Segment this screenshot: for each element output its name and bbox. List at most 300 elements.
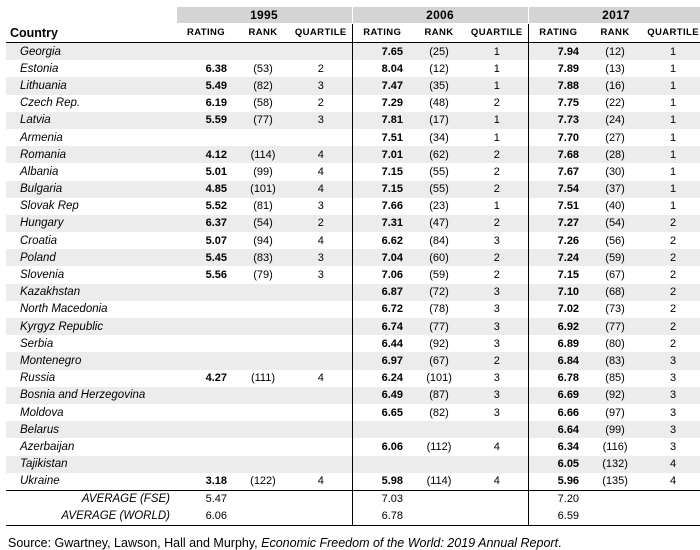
cell-quartile-2017: 1 <box>642 163 700 180</box>
cell-quartile-2006: 1 <box>466 60 528 77</box>
table-row <box>6 60 700 77</box>
cell-quartile-2017: 1 <box>642 146 700 163</box>
table-row <box>6 95 700 112</box>
cell-rating-2017: 6.64 <box>528 421 588 438</box>
cell-country: Slovak Rep <box>6 198 176 215</box>
cell-quartile-2017: 2 <box>642 284 700 301</box>
cell-country: Bulgaria <box>6 181 176 198</box>
cell-rank-2017: (24) <box>588 112 642 129</box>
cell-rating-2006: 6.62 <box>352 232 412 249</box>
column-header-rank-2006: RANK <box>424 26 454 38</box>
source-title: Economic Freedom of the World: 2019 Annual Report <box>261 535 559 550</box>
cell-quartile-2017: 1 <box>642 77 700 94</box>
table-row <box>6 421 700 438</box>
cell-quartile-2006: 2 <box>466 146 528 163</box>
cell-rating-2017: 7.75 <box>528 95 588 112</box>
cell-rank-1995: (83) <box>236 249 290 266</box>
cell-rating-2006: 6.49 <box>352 387 412 404</box>
cell-rank-2017: (16) <box>588 77 642 94</box>
cell-rating-2017: 7.54 <box>528 181 588 198</box>
cell-rating-2006: 6.87 <box>352 284 412 301</box>
average-quartile-spacer <box>642 508 700 526</box>
cell-rank-1995: (122) <box>236 473 290 491</box>
cell-rank-2017: (68) <box>588 284 642 301</box>
table-row <box>6 404 700 421</box>
cell-quartile-1995 <box>290 421 352 438</box>
cell-rating-2017: 6.34 <box>528 438 588 455</box>
cell-country: Moldova <box>6 404 176 421</box>
table-row <box>6 77 700 94</box>
table-row <box>6 181 700 198</box>
cell-rank-2006: (114) <box>412 473 466 491</box>
table-row <box>6 335 700 352</box>
cell-rating-2017: 7.26 <box>528 232 588 249</box>
year-header-2006: 2006 <box>352 7 528 24</box>
cell-quartile-1995: 3 <box>290 249 352 266</box>
cell-rating-1995: 5.01 <box>176 163 236 180</box>
cell-rating-2006 <box>352 421 412 438</box>
cell-rating-2006: 7.65 <box>352 43 412 61</box>
year-header-row <box>6 7 700 24</box>
cell-rating-1995 <box>176 335 236 352</box>
column-header-quartile-2017: QUARTILE <box>647 26 699 38</box>
cell-country: Ukraine <box>6 473 176 491</box>
cell-quartile-1995 <box>290 404 352 421</box>
cell-rank-2006: (78) <box>412 301 466 318</box>
cell-quartile-1995 <box>290 456 352 473</box>
cell-rank-2006: (59) <box>412 266 466 283</box>
average-quartile-spacer <box>290 508 352 526</box>
cell-rating-2017: 7.94 <box>528 43 588 61</box>
cell-quartile-1995: 4 <box>290 370 352 387</box>
cell-country: Croatia <box>6 232 176 249</box>
cell-rank-2017: (77) <box>588 318 642 335</box>
cell-quartile-2006: 4 <box>466 438 528 455</box>
cell-rank-1995: (82) <box>236 77 290 94</box>
cell-rank-1995: (81) <box>236 198 290 215</box>
cell-quartile-2017: 3 <box>642 421 700 438</box>
cell-rank-2017: (28) <box>588 146 642 163</box>
cell-rating-2017: 5.96 <box>528 473 588 491</box>
economic-freedom-table <box>6 6 700 526</box>
cell-rank-2017: (73) <box>588 301 642 318</box>
cell-rating-2006: 6.44 <box>352 335 412 352</box>
cell-quartile-2017: 3 <box>642 352 700 369</box>
cell-rank-2006: (67) <box>412 352 466 369</box>
cell-quartile-2006: 3 <box>466 301 528 318</box>
cell-rank-2017: (83) <box>588 352 642 369</box>
cell-quartile-2006: 2 <box>466 163 528 180</box>
cell-rank-2017: (67) <box>588 266 642 283</box>
cell-rank-2006: (72) <box>412 284 466 301</box>
cell-quartile-2006 <box>466 421 528 438</box>
cell-rank-2017: (116) <box>588 438 642 455</box>
cell-rating-2006: 7.04 <box>352 249 412 266</box>
cell-rating-1995 <box>176 438 236 455</box>
cell-rating-2006: 6.06 <box>352 438 412 455</box>
cell-quartile-1995: 4 <box>290 232 352 249</box>
cell-rating-2006: 7.51 <box>352 129 412 146</box>
cell-country: Albania <box>6 163 176 180</box>
cell-rank-1995: (94) <box>236 232 290 249</box>
cell-rating-1995 <box>176 404 236 421</box>
cell-rating-2006: 7.06 <box>352 266 412 283</box>
table-row <box>6 456 700 473</box>
cell-rank-1995 <box>236 335 290 352</box>
cell-quartile-1995: 3 <box>290 77 352 94</box>
cell-rank-1995: (111) <box>236 370 290 387</box>
column-header-quartile-1995: QUARTILE <box>294 26 347 38</box>
table-row <box>6 146 700 163</box>
cell-country: Georgia <box>6 43 176 61</box>
cell-rank-2017: (80) <box>588 335 642 352</box>
cell-rank-2017: (59) <box>588 249 642 266</box>
table-row <box>6 232 700 249</box>
cell-rating-2006: 6.24 <box>352 370 412 387</box>
cell-rating-2017: 6.69 <box>528 387 588 404</box>
average-rank-spacer <box>588 490 642 508</box>
cell-quartile-1995: 3 <box>290 266 352 283</box>
table-row <box>6 284 700 301</box>
cell-quartile-1995 <box>290 301 352 318</box>
cell-rank-1995 <box>236 438 290 455</box>
cell-quartile-2006: 2 <box>466 181 528 198</box>
table-row <box>6 215 700 232</box>
cell-quartile-1995: 4 <box>290 146 352 163</box>
cell-quartile-2006: 2 <box>466 266 528 283</box>
cell-rating-2017: 6.05 <box>528 456 588 473</box>
column-header-rank-2017: RANK <box>600 26 630 38</box>
cell-country: Hungary <box>6 215 176 232</box>
cell-rank-2006: (47) <box>412 215 466 232</box>
cell-rank-2017: (85) <box>588 370 642 387</box>
cell-quartile-2006: 3 <box>466 318 528 335</box>
cell-country: Serbia <box>6 335 176 352</box>
cell-rank-2017: (22) <box>588 95 642 112</box>
average-rank-spacer <box>588 508 642 526</box>
cell-rank-2017: (27) <box>588 129 642 146</box>
table-body <box>6 43 700 491</box>
cell-rank-2017: (56) <box>588 232 642 249</box>
cell-quartile-1995 <box>290 43 352 61</box>
cell-rating-2006: 7.81 <box>352 112 412 129</box>
average-value-2017: 6.59 <box>528 508 588 526</box>
source-suffix: . <box>558 535 562 550</box>
cell-country: Russia <box>6 370 176 387</box>
cell-rating-1995: 6.38 <box>176 60 236 77</box>
cell-quartile-2017: 4 <box>642 473 700 491</box>
table-row <box>6 43 700 61</box>
cell-quartile-2017: 1 <box>642 129 700 146</box>
cell-rank-2006: (101) <box>412 370 466 387</box>
cell-quartile-2017: 1 <box>642 198 700 215</box>
cell-quartile-1995 <box>290 438 352 455</box>
cell-rank-2006: (12) <box>412 60 466 77</box>
average-label: AVERAGE (WORLD) <box>6 508 176 526</box>
cell-quartile-2017: 2 <box>642 249 700 266</box>
cell-quartile-2017: 1 <box>642 181 700 198</box>
average-quartile-spacer <box>290 490 352 508</box>
cell-rating-1995: 5.49 <box>176 77 236 94</box>
cell-quartile-2017: 1 <box>642 43 700 61</box>
cell-quartile-2017: 2 <box>642 335 700 352</box>
cell-rank-1995: (77) <box>236 112 290 129</box>
cell-quartile-2017: 3 <box>642 387 700 404</box>
cell-rating-2006: 6.65 <box>352 404 412 421</box>
average-quartile-spacer <box>642 490 700 508</box>
cell-quartile-1995: 4 <box>290 181 352 198</box>
average-value-1995: 6.06 <box>176 508 236 526</box>
cell-quartile-1995 <box>290 129 352 146</box>
cell-rating-2006: 7.31 <box>352 215 412 232</box>
cell-country: Azerbaijan <box>6 438 176 455</box>
cell-rank-1995 <box>236 301 290 318</box>
cell-rating-2017: 7.68 <box>528 146 588 163</box>
cell-country: Armenia <box>6 129 176 146</box>
cell-rank-1995 <box>236 318 290 335</box>
cell-rating-2006: 7.15 <box>352 181 412 198</box>
cell-rank-2017: (13) <box>588 60 642 77</box>
cell-rating-2017: 7.15 <box>528 266 588 283</box>
cell-rating-2017: 7.89 <box>528 60 588 77</box>
cell-quartile-2017: 3 <box>642 438 700 455</box>
cell-rating-2017: 7.02 <box>528 301 588 318</box>
column-header-quartile-2006: QUARTILE <box>470 26 523 38</box>
cell-rank-1995: (79) <box>236 266 290 283</box>
cell-rating-1995: 5.07 <box>176 232 236 249</box>
cell-quartile-1995: 2 <box>290 60 352 77</box>
cell-rating-2006 <box>352 456 412 473</box>
cell-country: Romania <box>6 146 176 163</box>
cell-rating-2006: 7.15 <box>352 163 412 180</box>
cell-rank-2006: (62) <box>412 146 466 163</box>
cell-rating-1995: 5.45 <box>176 249 236 266</box>
cell-quartile-2006: 3 <box>466 404 528 421</box>
cell-rank-2017: (97) <box>588 404 642 421</box>
cell-rating-2017: 7.73 <box>528 112 588 129</box>
cell-rank-2006: (112) <box>412 438 466 455</box>
cell-country: Bosnia and Herzegovina <box>6 387 176 404</box>
cell-rating-2017: 6.89 <box>528 335 588 352</box>
source-prefix: Source: Gwartney, Lawson, Hall and Murphy, <box>8 535 262 550</box>
cell-quartile-2006: 2 <box>466 215 528 232</box>
cell-rank-2006: (60) <box>412 249 466 266</box>
column-header-rating-1995: RATING <box>186 26 226 38</box>
cell-rating-1995: 6.37 <box>176 215 236 232</box>
cell-rank-2017: (12) <box>588 43 642 61</box>
cell-quartile-2017: 1 <box>642 60 700 77</box>
table-row <box>6 129 700 146</box>
cell-quartile-1995 <box>290 284 352 301</box>
cell-country: Slovenia <box>6 266 176 283</box>
cell-quartile-1995 <box>290 352 352 369</box>
table-row <box>6 438 700 455</box>
cell-rating-2017: 6.92 <box>528 318 588 335</box>
cell-rating-2006: 7.47 <box>352 77 412 94</box>
cell-rating-2017: 6.66 <box>528 404 588 421</box>
cell-rating-2017: 7.67 <box>528 163 588 180</box>
cell-rating-2006: 8.04 <box>352 60 412 77</box>
cell-rating-1995: 4.27 <box>176 370 236 387</box>
cell-quartile-2017: 1 <box>642 112 700 129</box>
cell-rating-1995 <box>176 318 236 335</box>
cell-rank-2017: (132) <box>588 456 642 473</box>
cell-rank-2017: (54) <box>588 215 642 232</box>
cell-rank-2017: (40) <box>588 198 642 215</box>
cell-rating-2017: 6.78 <box>528 370 588 387</box>
cell-rating-1995 <box>176 301 236 318</box>
average-rank-spacer <box>412 490 466 508</box>
cell-rank-2006: (17) <box>412 112 466 129</box>
cell-quartile-2017: 2 <box>642 266 700 283</box>
cell-rank-2006: (35) <box>412 77 466 94</box>
cell-rating-2017: 6.84 <box>528 352 588 369</box>
cell-quartile-1995 <box>290 318 352 335</box>
cell-rating-2017: 7.24 <box>528 249 588 266</box>
cell-quartile-2006: 3 <box>466 232 528 249</box>
cell-rating-2017: 7.10 <box>528 284 588 301</box>
cell-country: Estonia <box>6 60 176 77</box>
column-header-rank-1995: RANK <box>248 26 278 38</box>
table-row <box>6 198 700 215</box>
cell-rank-2006: (48) <box>412 95 466 112</box>
cell-quartile-2017: 3 <box>642 370 700 387</box>
source-note <box>6 536 694 550</box>
cell-rating-2006: 7.66 <box>352 198 412 215</box>
cell-country: Belarus <box>6 421 176 438</box>
table-row <box>6 163 700 180</box>
cell-quartile-2006: 2 <box>466 352 528 369</box>
cell-rank-2017: (30) <box>588 163 642 180</box>
cell-quartile-2017: 1 <box>642 95 700 112</box>
cell-rank-2006: (77) <box>412 318 466 335</box>
cell-country: Tajikistan <box>6 456 176 473</box>
average-row <box>6 490 700 508</box>
cell-quartile-2017: 2 <box>642 232 700 249</box>
cell-quartile-2006: 3 <box>466 387 528 404</box>
table-row <box>6 387 700 404</box>
average-quartile-spacer <box>466 490 528 508</box>
cell-rating-2006: 6.74 <box>352 318 412 335</box>
table-row <box>6 112 700 129</box>
cell-country: Montenegro <box>6 352 176 369</box>
cell-quartile-2017: 2 <box>642 318 700 335</box>
cell-rating-2017: 7.27 <box>528 215 588 232</box>
year-header-2017: 2017 <box>528 7 700 24</box>
average-value-2017: 7.20 <box>528 490 588 508</box>
cell-rating-2017: 7.51 <box>528 198 588 215</box>
cell-quartile-2017: 3 <box>642 404 700 421</box>
cell-rank-1995 <box>236 352 290 369</box>
cell-rating-1995: 4.12 <box>176 146 236 163</box>
cell-rank-2006: (87) <box>412 387 466 404</box>
cell-quartile-2006: 1 <box>466 43 528 61</box>
cell-rank-1995: (101) <box>236 181 290 198</box>
cell-quartile-1995: 4 <box>290 473 352 491</box>
average-rank-spacer <box>236 490 290 508</box>
cell-rank-1995 <box>236 421 290 438</box>
cell-rating-1995 <box>176 129 236 146</box>
cell-quartile-2006 <box>466 456 528 473</box>
cell-rating-2017: 7.88 <box>528 77 588 94</box>
cell-country: Latvia <box>6 112 176 129</box>
cell-quartile-2017: 4 <box>642 456 700 473</box>
table-row <box>6 370 700 387</box>
cell-rank-1995 <box>236 404 290 421</box>
cell-rank-1995 <box>236 43 290 61</box>
cell-quartile-1995 <box>290 335 352 352</box>
cell-rank-1995: (58) <box>236 95 290 112</box>
cell-quartile-2017: 2 <box>642 215 700 232</box>
cell-rating-2006: 7.01 <box>352 146 412 163</box>
average-rank-spacer <box>236 508 290 526</box>
sub-header-row <box>6 24 700 43</box>
cell-quartile-2017: 2 <box>642 301 700 318</box>
cell-rating-2017: 7.70 <box>528 129 588 146</box>
cell-rank-2006 <box>412 456 466 473</box>
cell-rating-1995 <box>176 43 236 61</box>
cell-rank-2017: (92) <box>588 387 642 404</box>
cell-country: Kazakhstan <box>6 284 176 301</box>
table-row <box>6 318 700 335</box>
table-row <box>6 249 700 266</box>
cell-country: Czech Rep. <box>6 95 176 112</box>
cell-quartile-1995: 2 <box>290 95 352 112</box>
cell-rank-1995 <box>236 129 290 146</box>
cell-quartile-2006: 1 <box>466 112 528 129</box>
cell-rating-1995 <box>176 352 236 369</box>
cell-country: Poland <box>6 249 176 266</box>
cell-rank-1995: (54) <box>236 215 290 232</box>
cell-quartile-1995: 3 <box>290 112 352 129</box>
cell-country: Kyrgyz Republic <box>6 318 176 335</box>
cell-rank-1995 <box>236 387 290 404</box>
column-header-rating-2006: RATING <box>352 24 412 43</box>
cell-rank-2006 <box>412 421 466 438</box>
cell-rank-2006: (82) <box>412 404 466 421</box>
table-head <box>6 7 700 43</box>
average-value-1995: 5.47 <box>176 490 236 508</box>
cell-country: Lithuania <box>6 77 176 94</box>
cell-rating-1995 <box>176 421 236 438</box>
cell-rank-1995: (53) <box>236 60 290 77</box>
table-row <box>6 301 700 318</box>
cell-quartile-2006: 2 <box>466 249 528 266</box>
cell-quartile-1995: 3 <box>290 198 352 215</box>
cell-rating-1995 <box>176 456 236 473</box>
cell-quartile-2006: 4 <box>466 473 528 491</box>
cell-rating-1995: 4.85 <box>176 181 236 198</box>
cell-quartile-1995: 4 <box>290 163 352 180</box>
average-quartile-spacer <box>466 508 528 526</box>
cell-rank-1995 <box>236 284 290 301</box>
cell-rating-2006: 6.97 <box>352 352 412 369</box>
cell-rank-2006: (23) <box>412 198 466 215</box>
cell-quartile-2006: 3 <box>466 284 528 301</box>
cell-quartile-1995 <box>290 387 352 404</box>
header-spacer <box>6 7 176 24</box>
cell-rank-2006: (55) <box>412 163 466 180</box>
table-row <box>6 266 700 283</box>
table-averages <box>6 490 700 525</box>
average-rank-spacer <box>412 508 466 526</box>
cell-rank-2017: (135) <box>588 473 642 491</box>
cell-rank-1995: (114) <box>236 146 290 163</box>
average-value-2006: 7.03 <box>352 490 412 508</box>
cell-country: North Macedonia <box>6 301 176 318</box>
column-header-rating-2017: RATING <box>528 24 588 43</box>
cell-rank-2017: (99) <box>588 421 642 438</box>
